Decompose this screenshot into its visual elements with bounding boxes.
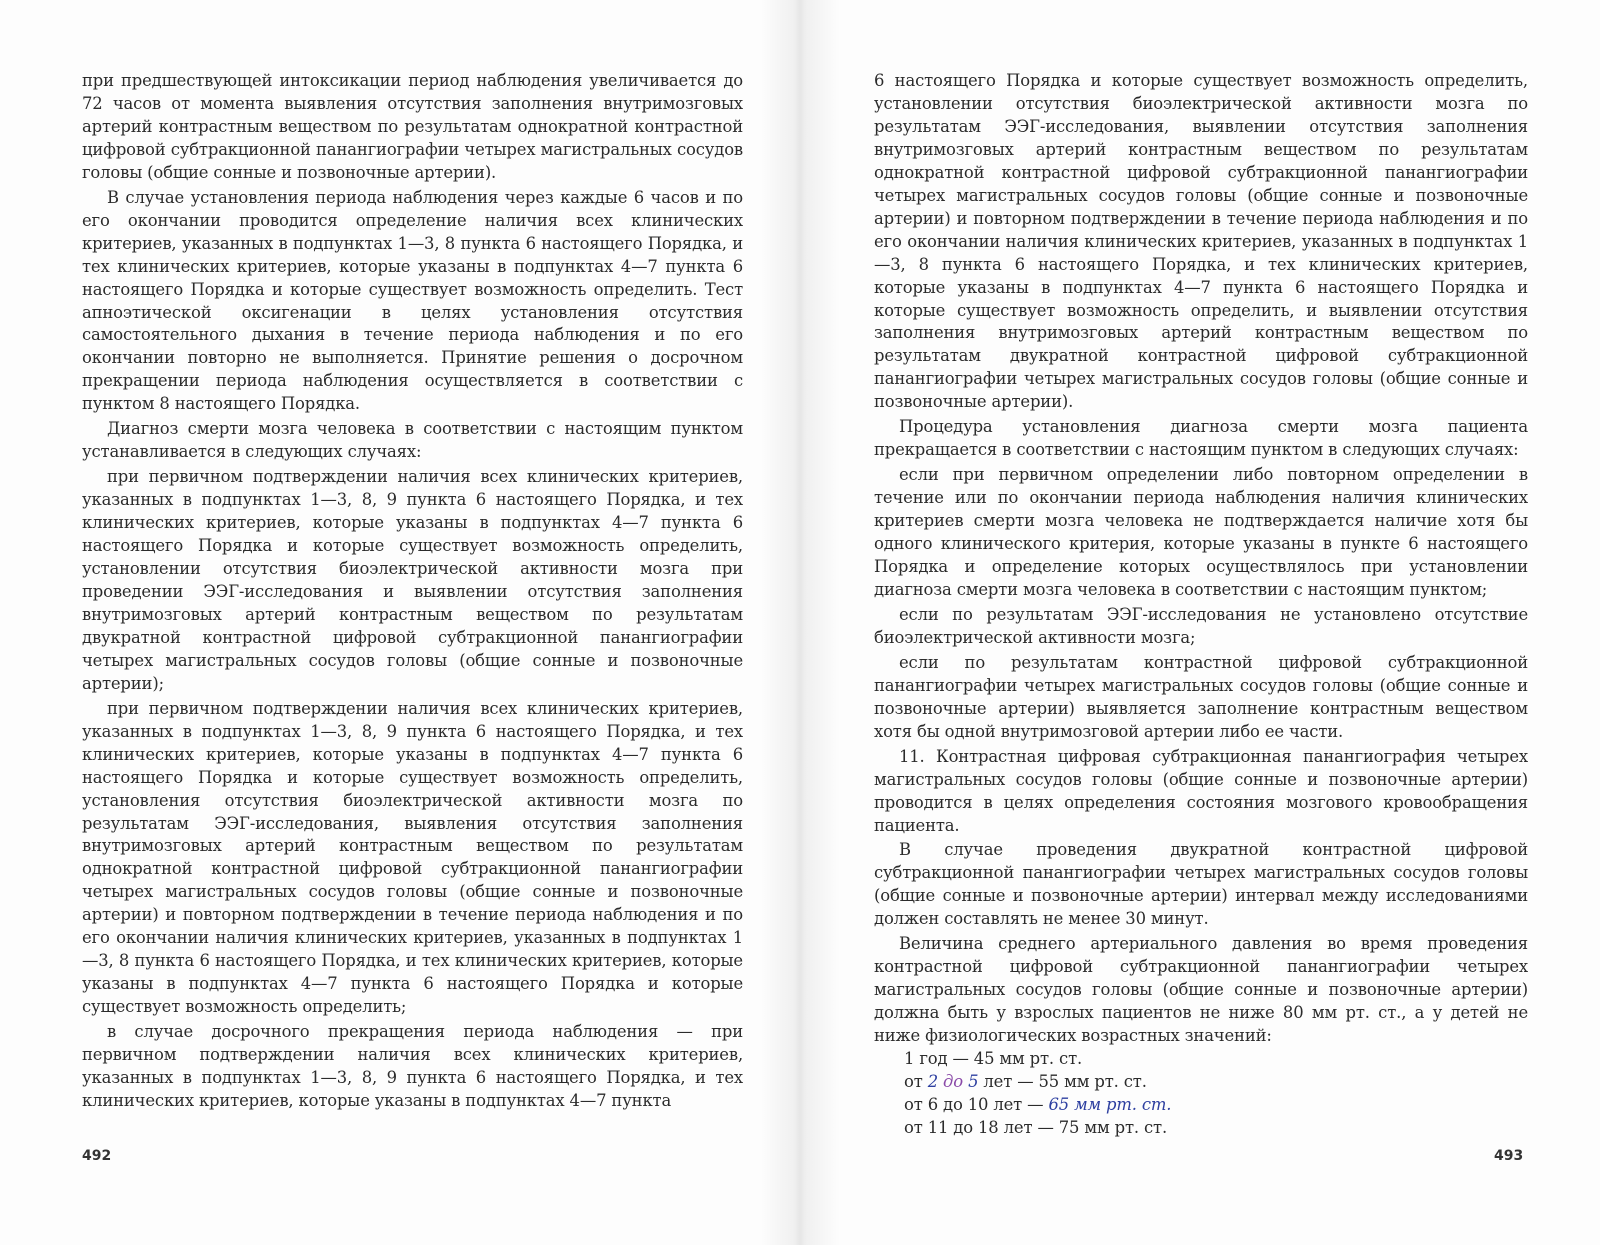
page-number: 493 [1494,1148,1524,1164]
paragraph: при первичном подтверждении наличия всех клинических критериев, указанных в подпунктах 1—3, 8, 9 пункта 6 настоящего Порядка, и тех клинических критериев, которые указаны в подпунктах 4—7 пункта 6 настоящего Порядка и которые существует возможность определить, установления отсутствия биоэлектрической активности мозга по результатам ЭЭГ-исследования, выявления отсутствия заполнения внутримозговых артерий контрастным веществом по результатам однократной контрастной цифровой субтракционной панангиографии четырех магистральных сосудов головы (общие сонные и позвоночные артерии) и повторном подтверждении в течение периода наблюдения и по его окончании наличия клинических критериев, указанных в подпунктах 1—3, 8 пункта 6 настоящего Порядка, и тех клинических критериев, которые указаны в подпунктах 4—7 пункта 6 настоящего Порядка и которые существует возможность определить; [82,698,743,1017]
paragraph: если при первичном определении либо повторном определении в течение или по окончании периода наблюдения наличия клинических критериев смерти мозга человека не подтверждается наличие хотя бы одного клинического критерия, которые указаны в пункте 6 настоящего Порядка и определение которых осуществлялось при установлении диагноза смерти мозга человека в соответствии с настоящим пунктом; [874,465,1528,599]
paragraph: если по результатам ЭЭГ-исследования не установлено отсутствие биоэлектрической активности мозга; [874,604,1528,647]
handwritten-annotation: до [937,1071,969,1091]
handwritten-annotation: 5 [968,1071,979,1091]
paragraph: при первичном подтверждении наличия всех клинических критериев, указанных в подпунктах 1—3, 8, 9 пункта 6 настоящего Порядка, и тех клинических критериев, которые указаны в подпунктах 4—7 пункта 6 настоящего Порядка и которые существует возможность определить, установлении отсутствия биоэлектрической активности мозга при проведении ЭЭГ-исследования и выявлении отсутствия заполнения внутримозговых артерий контрастным веществом по результатам двукратной контрастной цифровой субтракционной панангиографии четырех магистральных сосудов головы (общие сонные и позвоночные артерии); [82,467,743,693]
left-text-column [82,70,743,1115]
paragraph: Величина среднего артериального давления во время проведения контрастной цифровой субтракционной панангиографии четырех магистральных сосудов головы (общие сонные и позвоночные артерии) должна быть у взрослых пациентов не ниже 80 мм рт. ст., а у детей не ниже физиологических возрастных значений: [874,934,1528,1046]
paragraph: при предшествующей интоксикации период наблюдения увеличивается до 72 часов от момента выявления отсутствия заполнения внутримозговых артерий контрастным веществом по результатам однократной контрастной цифровой субтракционной панангиографии четырех магистральных сосудов головы (общие сонные и позвоночные артерии). [82,71,743,182]
list-item-text: от [904,1071,928,1091]
list-item: от 11 до 18 лет — 75 мм рт. ст. [904,1117,1168,1137]
list-item: 1 год — 45 мм рт. ст. [904,1049,1083,1069]
list-item-text: от 6 до 10 лет — [904,1094,1049,1114]
paragraph: в случае досрочного прекращения периода наблюдения — при первичном подтверждении наличия всех клинических критериев, указанных в подпунктах 1—3, 8, 9 пункта 6 настоящего Порядка, и тех клинических критериев, которые указаны в подпунктах 4—7 пункта [82,1022,743,1110]
right-page [800,0,1600,1245]
paragraph: Диагноз смерти мозга человека в соответствии с настоящим пунктом устанавливается в следующих случаях: [82,419,743,462]
list-item [874,1094,1528,1117]
paragraph: 11. Контрастная цифровая субтракционная панангиография четырех магистральных сосудов головы (общие сонные и позвоночные артерии) проводится в целях определения состояния мозгового кровообращения пациента. [874,746,1528,835]
right-text-column [874,70,1528,1140]
page-number: 492 [82,1148,112,1164]
list-item [874,1071,1528,1094]
list-item-text: лет — 55 мм рт. ст. [978,1071,1147,1091]
handwritten-annotation: 2 [927,1071,938,1091]
paragraph: Процедура установления диагноза смерти мозга пациента прекращается в соответствии с настоящим пунктом в следующих случаях: [874,417,1528,460]
paragraph: 6 настоящего Порядка и которые существует возможность определить, установлении отсутствия биоэлектрической активности мозга по результатам ЭЭГ-исследования, выявлении отсутствия заполнения внутримозговых артерий контрастным веществом по результатам однократной контрастной цифровой субтракционной панангиографии четырех магистральных сосудов головы (общие сонные и позвоночные артерии) и повторном подтверждении в течение периода наблюдения и по его окончании наличия клинических критериев, указанных в подпунктах 1—3, 8 пункта 6 настоящего Порядка, и тех клинических критериев, которые указаны в подпунктах 4—7 пункта 6 настоящего Порядка и которые существует возможность определить, и выявлении отсутствия заполнения внутримозговых артерий контрастным веществом по результатам двукратной контрастной цифровой субтракционной панангиографии четырех магистральных сосудов головы (общие сонные и позвоночные артерии). [874,71,1528,412]
paragraph: В случае установления периода наблюдения через каждые 6 часов и по его окончании проводится определение наличия всех клинических критериев, указанных в подпунктах 1—3, 8 пункта 6 настоящего Порядка, и тех клинических критериев, которые указаны в подпунктах 4—7 пункта 6 настоящего Порядка и которые существует возможность определить. Тест апноэтической оксигенации в целях установления отсутствия самостоятельного дыхания в течение периода наблюдения и по его окончании повторно не выполняется. Принятие решения о досрочном прекращении периода наблюдения осуществляется в соответствии с пунктом 8 настоящего Порядка. [82,187,743,414]
handwritten-annotation: 65 мм рт. ст. [1048,1094,1172,1114]
paragraph: если по результатам контрастной цифровой субтракционной панангиографии четырех магистральных сосудов головы (общие сонные и позвоночные артерии) выявляется заполнение контрастным веществом хотя бы одной внутримозговой артерии либо ее части. [874,652,1528,741]
paragraph: В случае проведения двукратной контрастной цифровой субтракционной панангиографии четырех магистральных сосудов головы (общие сонные и позвоночные артерии) интервал между исследованиями должен составлять не менее 30 минут. [874,840,1528,929]
